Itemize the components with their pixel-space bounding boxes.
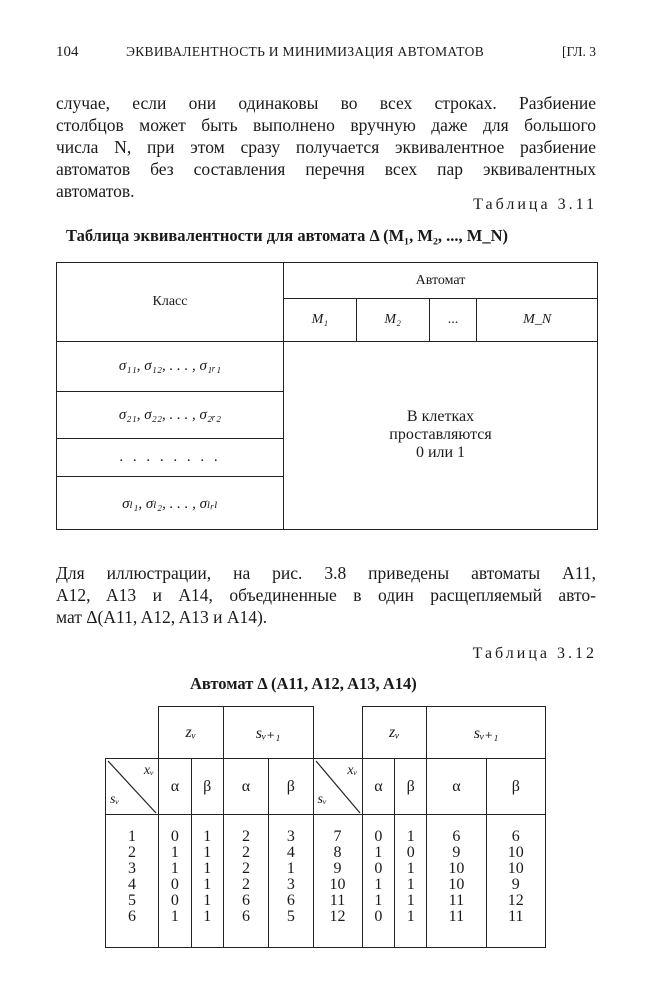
- class-header: Класс: [57, 263, 284, 342]
- table-3-11-label: Таблица 3.11: [473, 196, 597, 213]
- cell: 0: [170, 892, 179, 909]
- column-header: M₁: [284, 299, 357, 341]
- cell: 3: [286, 876, 295, 893]
- cell: 10: [507, 844, 524, 861]
- state: 1: [128, 828, 136, 845]
- alpha-header: α: [427, 759, 486, 815]
- state: 11: [329, 892, 346, 909]
- class-row: σ₁₁, σ₁₂, . . . , σ₁ᵣ₁: [57, 341, 284, 392]
- s-alpha-col-left: [223, 815, 269, 948]
- column-header: M₂: [356, 299, 429, 341]
- paragraph-2: [56, 562, 596, 628]
- cell: 6: [452, 828, 461, 845]
- cell: 6: [286, 892, 295, 909]
- cell: 10: [507, 860, 524, 877]
- z-beta-col-right: [395, 815, 427, 948]
- cell: 2: [241, 860, 250, 877]
- cell: 1: [406, 876, 415, 893]
- paragraph-line: числа N, при этом сразу получается эквивалентное разбиение: [56, 137, 596, 157]
- states-col-right: [313, 815, 362, 948]
- cell: 6: [511, 828, 520, 845]
- column-header: M_N: [477, 299, 598, 341]
- z-beta-col-left: [191, 815, 223, 948]
- running-title: ЭКВИВАЛЕНТНОСТЬ И МИНИМИЗАЦИЯ АВТОМАТОВ: [126, 44, 485, 59]
- paragraph-line: автоматов без составления перечня всех пар эквивалентных: [56, 159, 596, 179]
- cell: 1: [203, 908, 212, 925]
- beta-header: β: [191, 759, 223, 815]
- cell: 0: [374, 908, 383, 925]
- cell: 1: [203, 860, 212, 877]
- cell: 1: [286, 860, 295, 877]
- equivalence-table: [56, 262, 598, 530]
- state: 8: [333, 844, 342, 861]
- cell: 1: [170, 844, 179, 861]
- cell: 1: [170, 860, 179, 877]
- cell: 3: [286, 828, 295, 845]
- s-beta-col-right: [486, 815, 545, 948]
- z-alpha-col-left: [159, 815, 192, 948]
- cell: 9: [511, 876, 520, 893]
- z-alpha-col-right: [362, 815, 395, 948]
- cell: 2: [241, 844, 250, 861]
- cell: 1: [203, 876, 212, 893]
- cell: 12: [507, 892, 524, 909]
- s-label: sᵥ: [110, 792, 120, 807]
- cell: 1: [374, 876, 383, 893]
- beta-header: β: [486, 759, 545, 815]
- x-label: xᵥ: [143, 763, 154, 778]
- page-number: 104: [56, 44, 79, 60]
- cell: 0: [406, 844, 415, 861]
- cell: 0: [374, 828, 383, 845]
- z-header-left: zᵥ: [159, 707, 224, 759]
- s-header-left: sᵥ₊₁: [223, 707, 313, 759]
- cell: 1: [203, 828, 212, 845]
- cell: 6: [241, 908, 250, 925]
- paragraph-line: Для иллюстрации, на рис. 3.8 приведены автоматы A11,: [56, 563, 596, 583]
- state: 9: [333, 860, 342, 877]
- state: 6: [128, 908, 136, 925]
- paragraph-line: A12, A13 и A14, объединенные в один расщепляемый авто-: [56, 585, 596, 605]
- cell: 1: [406, 892, 415, 909]
- s-beta-col-left: [269, 815, 313, 948]
- cell: 0: [170, 828, 179, 845]
- paragraph-line: автоматов.: [56, 181, 135, 201]
- corner-diagonal-right: [313, 759, 362, 815]
- state: 2: [128, 844, 136, 861]
- state: 3: [128, 860, 136, 877]
- s-header-right: sᵥ₊₁: [427, 707, 546, 759]
- corner-diagonal-left: [106, 759, 159, 815]
- paragraph-line: случае, если они одинаковы во всех строках. Разбиение: [56, 93, 596, 113]
- state: 10: [329, 876, 346, 893]
- cell: 6: [241, 892, 250, 909]
- beta-header: β: [269, 759, 313, 815]
- page-header: [56, 44, 596, 68]
- cell: 10: [448, 860, 465, 877]
- cell-note-line: В клетках: [406, 408, 475, 426]
- state: 5: [128, 892, 136, 909]
- cell: 10: [448, 876, 465, 893]
- state: 7: [333, 828, 342, 845]
- x-label: xᵥ: [347, 763, 358, 778]
- cell: 1: [406, 860, 415, 877]
- automaton-header: Автомат: [284, 263, 598, 299]
- alpha-header: α: [159, 759, 192, 815]
- paragraph-line: столбцов может быть выполнено вручную даже для большого: [56, 115, 596, 135]
- cell: 4: [286, 844, 295, 861]
- column-header: ...: [429, 299, 477, 341]
- alpha-header: α: [223, 759, 269, 815]
- cell: 1: [203, 892, 212, 909]
- cell: 11: [448, 892, 465, 909]
- s-label: sᵥ: [317, 792, 327, 807]
- states-col-left: [106, 815, 159, 948]
- chapter-marker: [ГЛ. 3: [562, 44, 596, 59]
- cell: 1: [203, 844, 212, 861]
- cell: 2: [241, 876, 250, 893]
- paragraph-line: мат Δ(A11, A12, A13 и A14).: [56, 607, 268, 627]
- cell: 1: [374, 892, 383, 909]
- cell: 0: [374, 860, 383, 877]
- cell: 2: [241, 828, 250, 845]
- table-3-12-title: Автомат Δ (A11, A12, A13, A14): [190, 674, 417, 693]
- cell: 1: [406, 828, 415, 845]
- class-row: σ₂₁, σ₂₂, . . . , σ₂ᵣ₂: [57, 392, 284, 439]
- table-3-11-title: Таблица эквивалентности для автомата Δ (M₁, M₂, ..., M_N): [66, 226, 509, 245]
- paragraph-1: [56, 92, 596, 202]
- cell-note: [284, 341, 598, 529]
- cell: 11: [448, 908, 465, 925]
- cell: 1: [374, 844, 383, 861]
- class-row: σₗ₁, σₗ₂, . . . , σₗᵣₗ: [57, 477, 284, 530]
- cell-note-line: проставляются: [389, 426, 492, 444]
- table-3-12-label: Таблица 3.12: [472, 645, 597, 662]
- cell: 11: [508, 908, 524, 925]
- cell: 1: [406, 908, 415, 925]
- class-row: . . . . . . . .: [57, 438, 284, 476]
- state: 12: [329, 908, 346, 925]
- automaton-table: [105, 706, 546, 948]
- cell: 0: [170, 876, 179, 893]
- z-header-right: zᵥ: [362, 707, 427, 759]
- cell: 1: [170, 908, 179, 925]
- cell: 5: [286, 908, 295, 925]
- alpha-header: α: [362, 759, 395, 815]
- s-alpha-col-right: [427, 815, 486, 948]
- cell-note-line: 0 или 1: [415, 444, 466, 462]
- state: 4: [128, 876, 136, 893]
- beta-header: β: [395, 759, 427, 815]
- cell: 9: [452, 844, 461, 861]
